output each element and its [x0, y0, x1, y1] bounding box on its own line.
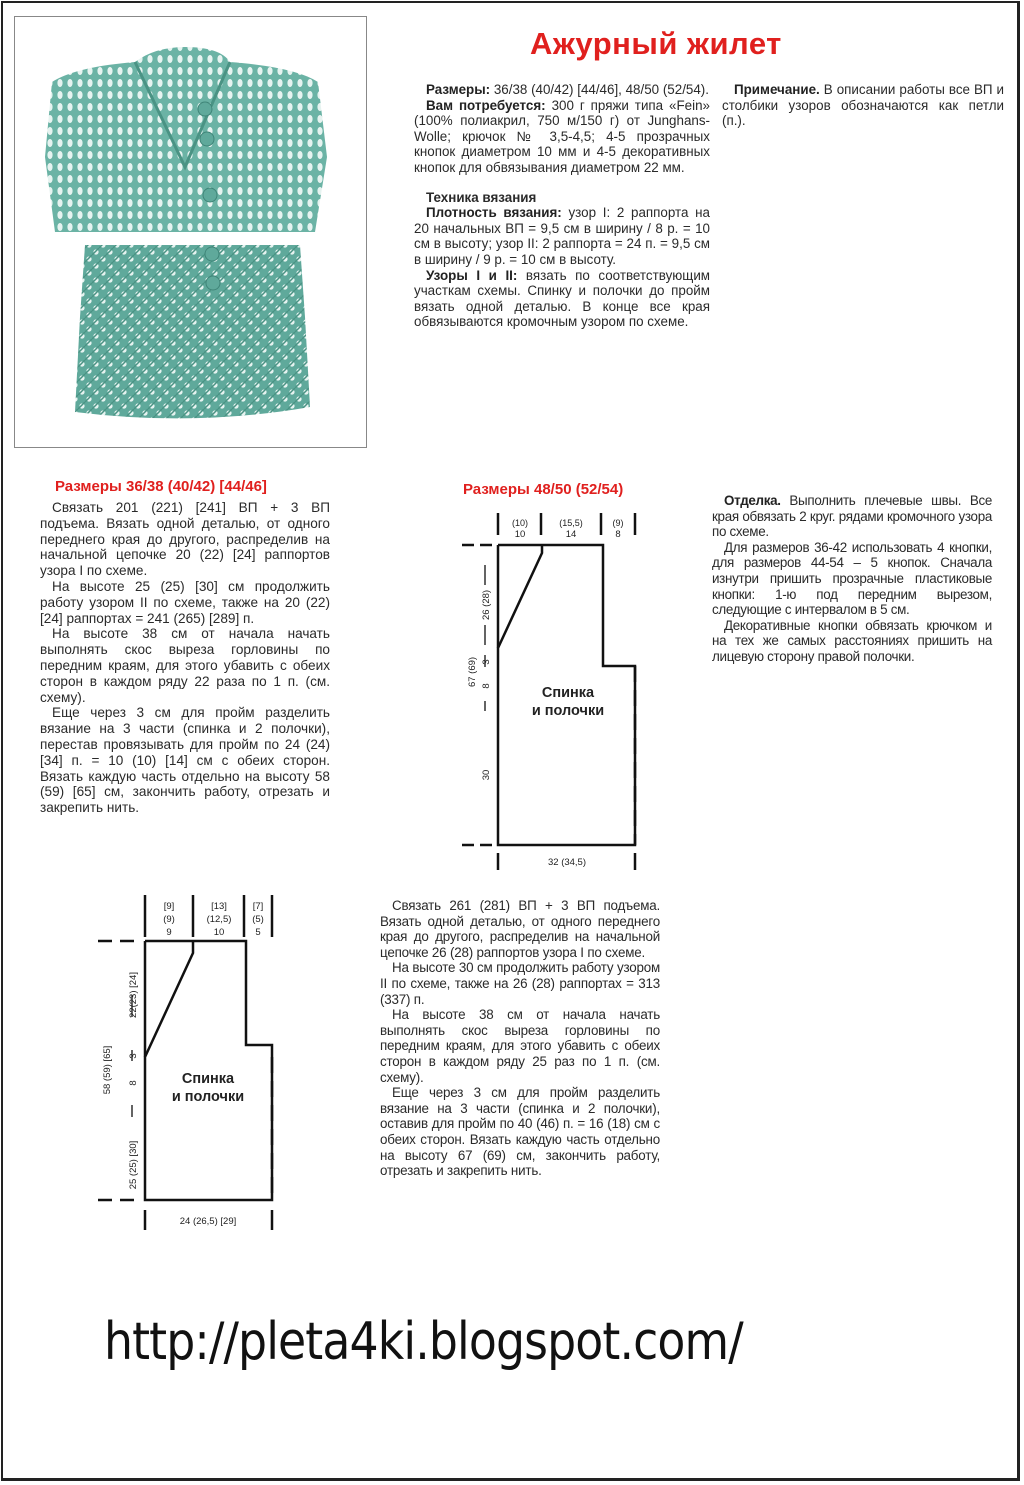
finishing-label: Отделка.	[724, 493, 781, 508]
footer-url[interactable]: http://pleta4ki.blogspot.com/	[104, 1312, 743, 1372]
top-width-2: 14	[565, 529, 577, 540]
sizes-label: Размеры:	[426, 82, 491, 97]
paragraph: На высоте 25 (25) [30] см продолжить работу узором II по схеме, также на 20 (22) [24] раппортах = 241 (265) [289] п.	[40, 578, 330, 626]
top-width-2: 10	[213, 927, 225, 938]
total-height: 58 (59) [65]	[102, 1045, 113, 1095]
paragraph: Для размеров 36-42 использовать 4 кнопки, для размеров 44-54 – 5 кнопок. Сначала изнутри пришить прозрачные пластиковые кнопки: 1-ю под передним вырезом, следующие с интервалом в 5 см.	[712, 539, 992, 618]
density-text: узор I: 2 раппорта на 20 начальных ВП = 9,5 см в ширину / 8 р. = 10 см в высоту; узор II: 2 раппорта = 24 п. = 9,5 см в ширину / 9 р. = 10 см в высоту.	[414, 205, 711, 267]
small-sizes-instructions	[40, 500, 330, 816]
top-width-alt-2: (12,5)	[206, 914, 232, 925]
large-sizes-instructions	[380, 898, 660, 1179]
small-sizes-heading: Размеры 36/38 (40/42) [44/46]	[55, 478, 267, 495]
paragraph: Связать 261 (281) ВП + 3 ВП подъема. Вязать одной деталью, от одного переднего края до другого, распределив на начальной цепочке 26 (28) раппортов узора I по схеме.	[380, 898, 660, 960]
piece-label-line-2: и полочки	[171, 1089, 245, 1105]
top-width-alt-3: (9)	[612, 518, 624, 528]
paragraph: Связать 201 (221) [241] ВП + 3 ВП подъема. Вязать одной деталью, от одного переднего края до другого, распределив на начальной цепочке 20 (22) [24] раппортов узора I по схеме.	[40, 500, 330, 579]
top-width-alt2-1: [9]	[163, 901, 175, 912]
neck-height: 26 (28)	[481, 589, 492, 621]
page-title: Ажурный жилет	[530, 26, 782, 61]
bottom-height: 25 (25) [30]	[128, 1140, 139, 1190]
note-block	[722, 82, 1004, 129]
paragraph: На высоте 30 см продолжить работу узором II по схеме, также на 26 (28) раппортах = 313 (337) п.	[380, 960, 660, 1007]
vest-illustration	[15, 17, 366, 447]
bottom-width: 24 (26,5) [29]	[179, 1216, 237, 1227]
note-label: Примечание.	[734, 82, 820, 97]
schematic-large-sizes	[440, 505, 680, 875]
top-width-3: 5	[255, 927, 261, 938]
patterns-label: Узоры I и II:	[426, 267, 518, 283]
slope-height: 3	[128, 1053, 139, 1059]
intro-block	[414, 82, 710, 330]
note-text: В описании работы все ВП и столбики узоров обозначаются как петли (п.).	[722, 82, 1004, 129]
bottom-width: 32 (34,5)	[547, 857, 587, 868]
paragraph: Еще через 3 см для пройм разделить вязание на 3 части (спинка и 2 полочки), перестав провязывать для пройм по 24 (24) [34] п. = 10 (10) [14] см с обеих сторон. Вязать каждую часть отдельно на высоту 58 (59) [65] см, закончить работу, отрезать и закрепить нить.	[40, 705, 330, 816]
total-height: 67 (69)	[467, 656, 478, 688]
slope-height: 3	[481, 659, 492, 665]
top-width-1: 9	[166, 927, 172, 938]
top-width-alt-3: (5)	[252, 914, 264, 925]
piece-label-line-1: Спинка	[181, 1071, 235, 1087]
paragraph: На высоте 38 см от начала начать выполнять скос выреза горловины по передним краям, для этого убавить с обеих сторон в каждом ряду 25 раз по 1 п. (см. схему).	[380, 1007, 660, 1085]
top-width-alt-1: (10)	[511, 518, 529, 528]
need-text: 300 г пряжи типа «Fein» (100% полиакрил, 750 м/150 г) от Junghans-Wolle; крючок № 3,5-4,5; 4-5 прозрачных кнопок диаметром 10 мм и 4-5 декоративных кнопок для обвязывания диаметром 22 мм.	[414, 97, 710, 175]
piece-label-line-1: Спинка	[541, 685, 595, 701]
technique-heading: Техника вязания	[426, 189, 537, 205]
piece-label-line-2: и полочки	[531, 703, 605, 719]
armhole-height: 8	[481, 683, 492, 689]
paragraph: Еще через 3 см для пройм разделить вязание на 3 части (спинка и 2 полочки), оставив для пройм по 40 (46) п. = 16 (18) см с обеих сторон. Вязать каждую часть отдельно на высоту 67 (69) см, закончить работу, отрезать и закрепить нить.	[380, 1085, 660, 1179]
finishing-text: Выполнить плечевые швы. Все края обвязать 2 круг. рядами кромочного узора по схеме.	[712, 493, 992, 540]
sizes-text: 36/38 (40/42) [44/46], 48/50 (52/54).	[490, 82, 709, 97]
top-width-1: 10	[514, 529, 526, 540]
armhole-height: 8	[128, 1080, 139, 1086]
large-sizes-heading: Размеры 48/50 (52/54)	[463, 481, 624, 498]
top-width-alt-2: (15,5)	[559, 518, 583, 528]
top-width-alt2-2: [13]	[211, 901, 227, 912]
vest-lower	[75, 245, 310, 418]
top-width-alt-1: (9)	[163, 914, 175, 925]
top-width-3: 8	[615, 529, 621, 540]
finishing-block	[712, 493, 992, 665]
neck-height: 22(23) [24]	[128, 972, 139, 1018]
need-label: Вам потребуется:	[426, 97, 546, 113]
paragraph: На высоте 38 см от начала начать выполнять скос выреза горловины по передним краям, для этого убавить с обеих сторон в каждом ряду 22 раза по 1 п. (см. схему).	[40, 626, 330, 705]
bottom-height: 30	[481, 769, 492, 781]
schematic-small-sizes	[90, 885, 310, 1275]
vest-upper	[45, 47, 327, 232]
top-width-alt2-3: [7]	[252, 901, 264, 912]
patterns-text: вязать по соответствующим участкам схемы. Спинку и полочки до пройм вязать одной деталью. В конце все края обвязываются кромочным узором по схеме.	[414, 267, 711, 330]
density-label: Плотность вязания:	[426, 205, 562, 221]
vest-photo	[14, 16, 367, 448]
paragraph: Декоративные кнопки обвязать крючком и на тех же самых расстояниях пришить на лицевую сторону правой полочки.	[712, 617, 992, 664]
